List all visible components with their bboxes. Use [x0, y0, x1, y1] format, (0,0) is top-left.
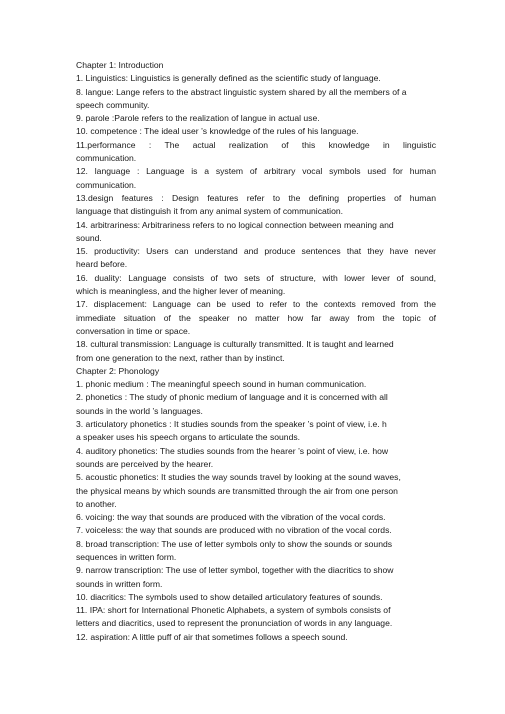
- text-line: 10. diacritics: The symbols used to show detailed articulatory features of sounds.: [76, 591, 383, 602]
- text-line: 9. parole :Parole refers to the realization of langue in actual use.: [76, 113, 320, 124]
- text-line: communication.: [76, 153, 137, 164]
- text-line: 8. langue: Lange refers to the abstract linguistic system shared by all the members of a: [76, 86, 407, 97]
- text-line: 18. cultural transmission: Language is culturally transmitted. It is taught and learned: [76, 339, 394, 350]
- text-line: 9. narrow transcription: The use of letter symbol, together with the diacritics to show: [76, 565, 394, 576]
- text-line: 14. arbitrariness: Arbitrariness refers to no logical connection between meaning and: [76, 219, 394, 230]
- chapter-2-heading: Chapter 2: Phonology: [76, 365, 160, 376]
- text-line: 1. phonic medium : The meaningful speech sound in human communication.: [76, 379, 367, 390]
- text-line: heard before.: [76, 259, 128, 270]
- text-line: the physical means by which sounds are transmitted through the air from one person: [76, 485, 398, 496]
- text-line: 5. acoustic phonetics: It studies the way sounds travel by looking at the sound waves,: [76, 472, 401, 483]
- text-line: a speaker uses his speech organs to articulate the sounds.: [76, 432, 301, 443]
- text-line: 15. productivity: Users can understand and produce sentences that they have never: [76, 246, 436, 257]
- text-line: communication.: [76, 179, 137, 190]
- text-line: which is meaningless, and the higher lever of meaning.: [76, 286, 286, 297]
- text-line: 1. Linguistics: Linguistics is generally defined as the scientific study of language.: [76, 73, 381, 84]
- text-line: 6. voicing: the way that sounds are produced with the vibration of the vocal cords.: [76, 512, 386, 523]
- text-line: 11. IPA: short for International Phonetic Alphabets, a system of symbols consists of: [76, 605, 391, 616]
- text-line: 13.design features : Design features refer to the defining properties of human: [76, 192, 436, 203]
- text-line: 8. broad transcription: The use of letter symbols only to show the sounds or sounds: [76, 538, 393, 549]
- text-line: 10. competence : The ideal user ’s knowledge of the rules of his language.: [76, 126, 359, 137]
- text-line: 2. phonetics : The study of phonic medium of language and it is concerned with all: [76, 392, 388, 403]
- text-line: sounds are perceived by the hearer.: [76, 458, 214, 469]
- text-line: to another.: [76, 498, 117, 509]
- text-line: 17. displacement: Language can be used to refer to the contexts removed from the: [76, 299, 436, 310]
- text-line: sequences in written form.: [76, 551, 177, 562]
- text-line: 12. aspiration: A little puff of air that sometimes follows a speech sound.: [76, 631, 348, 642]
- text-line: immediate situation of the speaker no matter how far away from the topic of: [76, 312, 436, 323]
- text-line: 11.performance : The actual realization of this knowledge in linguistic: [76, 139, 436, 150]
- text-line: 16. duality: Language consists of two sets of structure, with lower lever of sound,: [76, 272, 436, 283]
- text-line: language that distinguish it from any animal system of communication.: [76, 206, 344, 217]
- text-line: 3. articulatory phonetics : It studies sounds from the speaker ’s point of view, i.e. h: [76, 419, 387, 430]
- text-line: letters and diacritics, used to represent the pronunciation of words in any language.: [76, 618, 393, 629]
- text-line: sounds in the world ’s languages.: [76, 405, 203, 416]
- chapter-1-heading: Chapter 1: Introduction: [76, 60, 164, 70]
- text-line: sound.: [76, 232, 102, 243]
- text-line: 12. language : Language is a system of arbitrary vocal symbols used for human: [76, 166, 436, 177]
- text-line: sounds in written form.: [76, 578, 163, 589]
- text-line: from one generation to the next, rather than by instinct.: [76, 352, 285, 363]
- text-line: conversation in time or space.: [76, 325, 191, 336]
- text-line: speech community.: [76, 99, 150, 110]
- text-line: 7. voiceless: the way that sounds are produced with no vibration of the vocal cords.: [76, 525, 392, 536]
- document-page: [76, 59, 436, 644]
- text-line: 4. auditory phonetics: The studies sounds from the hearer ’s point of view, i.e. how: [76, 445, 389, 456]
